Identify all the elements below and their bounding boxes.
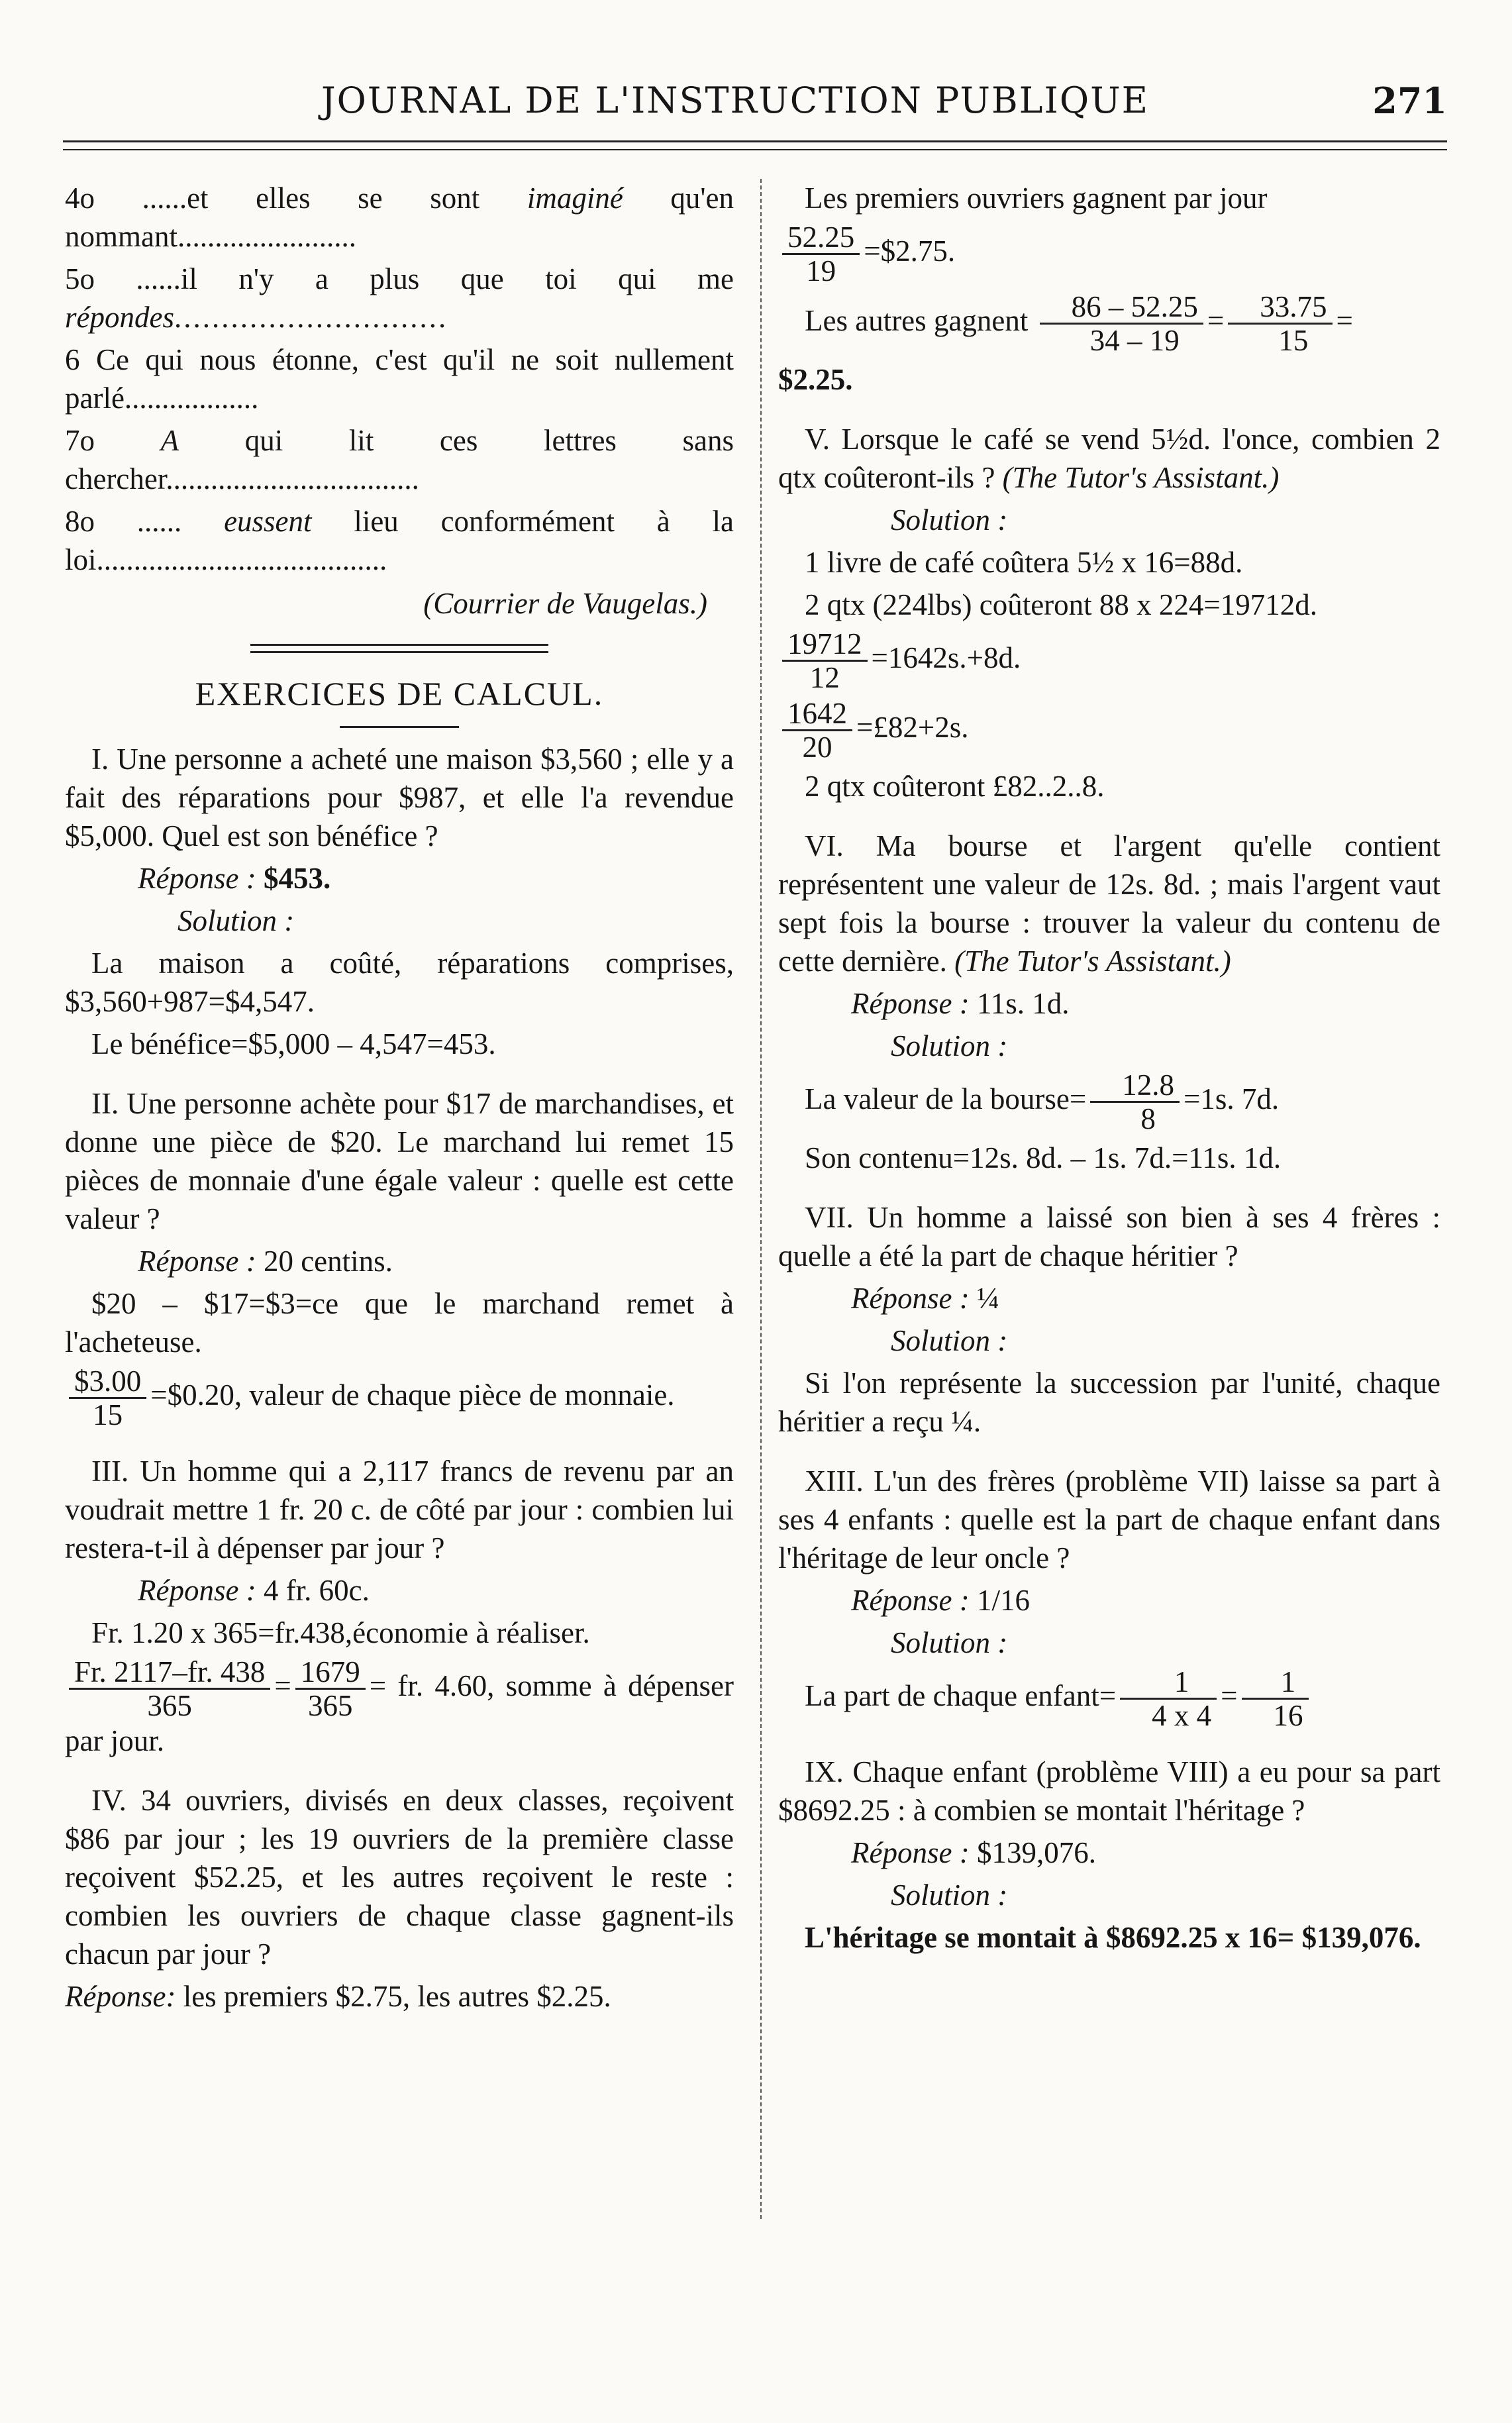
- fraction: $\frac{12.8}{8}$: [1090, 1069, 1180, 1135]
- exercise-5: 5o ......il n'y a plus que toi qui me répondes.............................: [65, 262, 734, 334]
- problem-6-answer: Réponse : 11s. 1d.: [851, 987, 1070, 1020]
- problem-6: VI. Ma bourse et l'argent qu'elle contient représentent une valeur de 12s. 8d. ; mais l'argent vaut sept fois la bourse : trouver la valeur du contenu de cette dernière. (The Tutor's Assistant.): [778, 829, 1440, 978]
- problem-3-line: Fr. 1.20 x 365=fr.438,économie à réaliser.: [91, 1616, 590, 1649]
- problem-2-answer: Réponse : 20 centins.: [138, 1245, 393, 1278]
- problem-1-line: La maison a coûté, réparations comprises, $3,560+987=$4,547.: [65, 947, 734, 1018]
- fraction: $\frac{1}{4 x 4}$: [1120, 1666, 1217, 1731]
- problem-8-solution-label: Solution :: [891, 1626, 1008, 1659]
- problem-5-solution-label: Solution :: [891, 503, 1008, 537]
- problem-3: III. Un homme qui a 2,117 francs de revenu par an voudrait mettre 1 fr. 20 c. de côté par jour : combien lui restera-t-il à dépenser par jour ?: [65, 1455, 734, 1565]
- problem-4-fraction-line: $\frac{52.25}{19}$ =$2.75.: [778, 221, 1440, 287]
- problem-4-answer: Réponse: les premiers $2.75, les autres $2.25.: [65, 1980, 611, 2013]
- exercise-8: 8o ...... eussent lieu conformément à la loi.......................................: [65, 505, 734, 576]
- problem-6-line: Son contenu=12s. 8d. – 1s. 7d.=11s. 1d.: [805, 1141, 1282, 1174]
- problem-6-fraction-line: La valeur de la bourse= $\frac{12.8}{8}$ =1s. 7d.: [805, 1068, 1280, 1135]
- fraction: $\frac{86 - 52.25}{34 - 19}$: [1040, 291, 1203, 356]
- problem-3-fraction-line: $\frac{Fr. 2117-fr. 438}{365}$ = $\frac{1679}{365}$ = fr. 4.60, somme à dépenser par jour.: [65, 1655, 734, 1757]
- problem-6-solution-label: Solution :: [891, 1029, 1008, 1062]
- fraction: $\frac{1642}{20}$: [782, 697, 852, 763]
- problem-1: I. Une personne a acheté une maison $3,560 ; elle y a fait des réparations pour $987, et elle l'a revendue $5,000. Quel est son bénéfice ?: [65, 743, 734, 852]
- problem-5-line: 2 qtx (224lbs) coûteront 88 x 224=19712d.: [805, 588, 1318, 621]
- problem-7-line: Si l'on représente la succession par l'unité, chaque héritier a reçu ¼.: [778, 1366, 1440, 1438]
- problem-5: V. Lorsque le café se vend 5½d. l'once, combien 2 qtx coûteront-ils ? (The Tutor's Assistant.): [778, 423, 1440, 494]
- problem-1-solution-label: Solution :: [177, 904, 295, 937]
- fraction: $\frac{33.75}{15}$: [1228, 291, 1332, 356]
- page-number: 271: [1372, 79, 1447, 122]
- problem-2-line: $20 – $17=$3=ce que le marchand remet à l'acheteuse.: [65, 1287, 734, 1359]
- problem-4-fraction-line: Les autres gagnent $\frac{86 - 52.25}{34 - 19}$ = $\frac{33.75}{15}$ =: [805, 290, 1353, 357]
- problem-2: II. Une personne achète pour $17 de marchandises, et donne une pièce de $20. Le marchand lui remet 15 pièces de monnaie d'une égale valeur : quelle est cette valeur ?: [65, 1087, 734, 1235]
- fraction: $\frac{19712}{12}$: [782, 628, 868, 694]
- left-column: [65, 179, 734, 2020]
- running-head: JOURNAL DE L'INSTRUCTION PUBLIQUE: [321, 79, 1150, 121]
- problem-3-answer: Réponse : 4 fr. 60c.: [138, 1574, 370, 1607]
- problem-9-answer: Réponse : $139,076.: [851, 1836, 1096, 1869]
- problem-8-answer: Réponse : 1/16: [851, 1584, 1030, 1617]
- problem-4: IV. 34 ouvriers, divisés en deux classes, reçoivent $86 par jour ; les 19 ouvriers de la première classe reçoivent $52.25, et les autres reçoivent le reste : combien les ouvriers de chaque classe gagnent-ils chacun par jour ?: [65, 1784, 734, 1971]
- right-column: [778, 179, 1440, 1961]
- source-citation: (Courrier de Vaugelas.): [423, 587, 707, 620]
- page-header: [63, 79, 1447, 132]
- problem-2-fraction-line: $\frac{\$3.00}{15}$ =$0.20, valeur de chaque pièce de monnaie.: [65, 1365, 734, 1431]
- problem-9-solution-label: Solution :: [891, 1879, 1008, 1912]
- problem-1-answer: Réponse : $453.: [138, 862, 331, 895]
- problem-8: XIII. L'un des frères (problème VII) laisse sa part à ses 4 enfants : quelle est la part de chaque enfant dans l'héritage de leur oncle ?: [778, 1465, 1440, 1574]
- section-divider: [250, 644, 548, 653]
- problem-9-line: L'héritage se montait à $8692.25 x 16= $139,076.: [805, 1921, 1421, 1954]
- problem-7-answer: Réponse : ¼: [851, 1282, 999, 1315]
- fraction: $\frac{\$3.00}{15}$: [69, 1365, 146, 1431]
- fraction: $\frac{Fr. 2117-fr. 438}{365}$: [69, 1656, 270, 1722]
- problem-4-continued: Les premiers ouvriers gagnent par jour: [805, 181, 1268, 215]
- exercise-6: 6 Ce qui nous étonne, c'est qu'il ne soit nullement parlé..................: [65, 343, 734, 415]
- fraction: $\frac{1679}{365}$: [295, 1656, 366, 1722]
- problem-5-line: 1 livre de café coûtera 5½ x 16=88d.: [805, 546, 1243, 579]
- title-rule: [340, 726, 459, 728]
- problem-5-fraction-line: $\frac{19712}{12}$ =1642s.+8d.: [778, 628, 1440, 694]
- problem-9: IX. Chaque enfant (problème VIII) a eu pour sa part $8692.25 : à combien se montait l'héritage ?: [778, 1755, 1440, 1827]
- problem-4-result: $2.25.: [778, 363, 853, 396]
- problem-7-solution-label: Solution :: [891, 1324, 1008, 1357]
- exercise-4: 4o ......et elles se sont imaginé qu'en nommant........................: [65, 181, 734, 253]
- problem-5-line: 2 qtx coûteront £82..2..8.: [805, 770, 1105, 803]
- problem-7: VII. Un homme a laissé son bien à ses 4 frères : quelle a été la part de chaque héritier ?: [778, 1201, 1440, 1272]
- section-title: EXERCICES DE CALCUL.: [195, 675, 604, 712]
- problem-1-line: Le bénéfice=$5,000 – 4,547=453.: [91, 1027, 496, 1060]
- problem-5-fraction-line: $\frac{1642}{20}$ =£82+2s.: [778, 697, 1440, 763]
- column-divider: [760, 179, 763, 2219]
- fraction: $\frac{52.25}{19}$: [782, 221, 860, 287]
- fraction: $\frac{1}{16}$: [1242, 1666, 1309, 1731]
- header-rule: [63, 140, 1447, 150]
- exercise-7: 7o A qui lit ces lettres sans chercher..................................: [65, 424, 734, 495]
- problem-8-fraction-line: La part de chaque enfant= $\frac{1}{4 x 4}$ = $\frac{1}{16}$: [778, 1666, 1440, 1731]
